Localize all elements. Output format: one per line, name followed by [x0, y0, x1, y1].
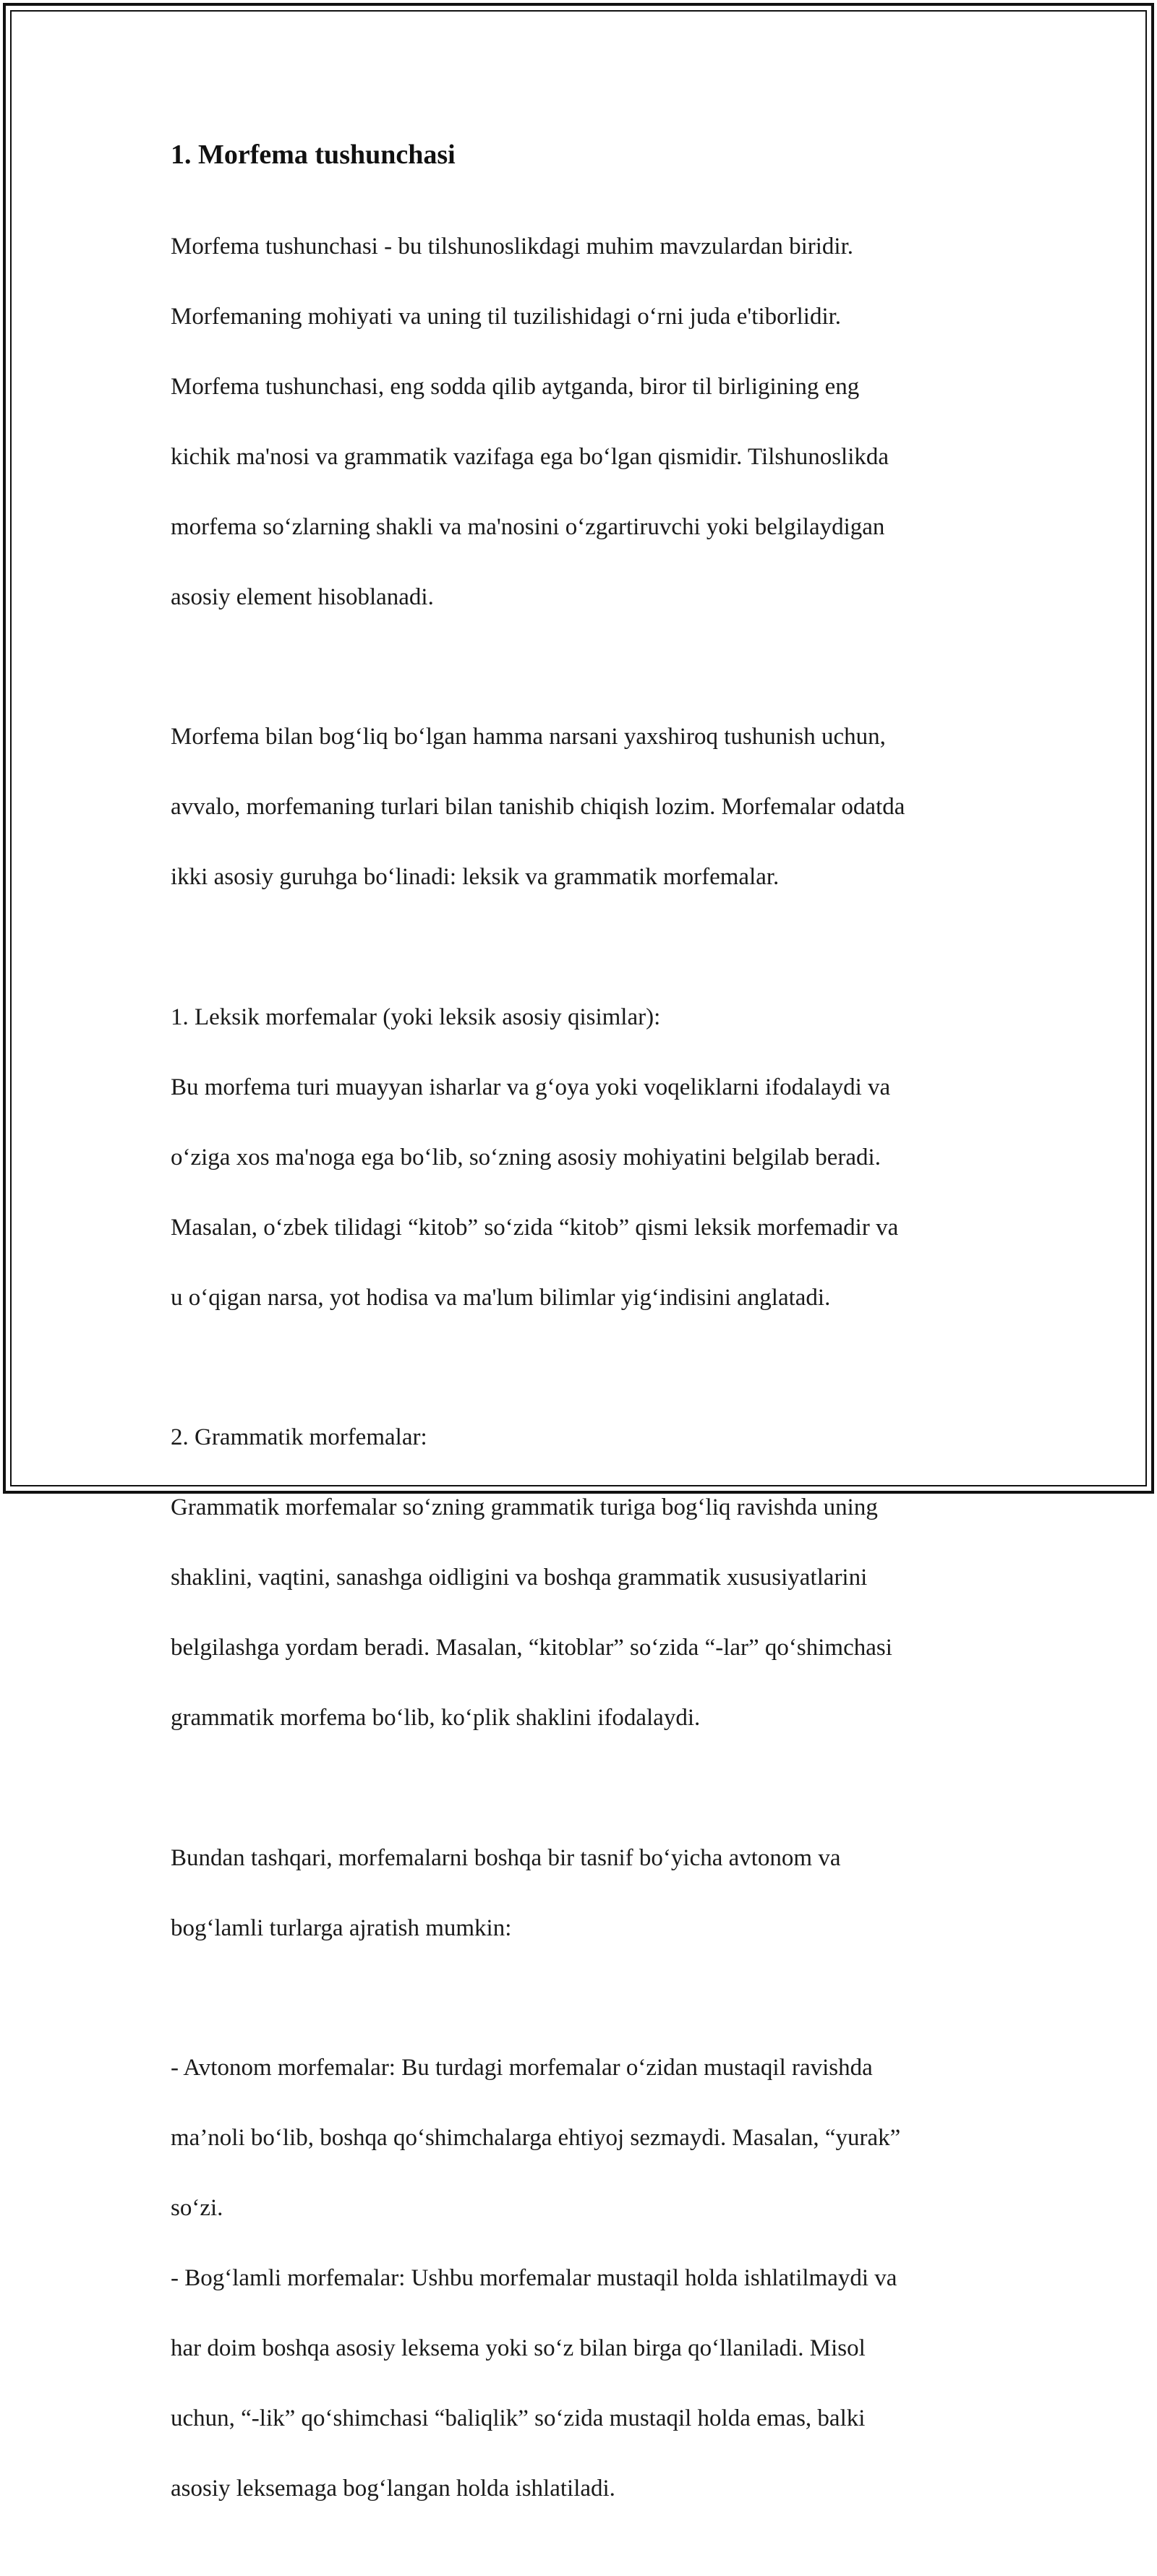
text-line: Bundan tashqari, morfemalarni boshqa bir tasnif bo‘yicha avtonom va [171, 1844, 841, 1871]
text-line: Morfemaning mohiyati va uning til tuzilishidagi o‘rni juda e'tiborlidir. [171, 303, 842, 330]
text-line: har doim boshqa asosiy leksema yoki so‘z bilan birga qo‘llaniladi. Misol [171, 2335, 866, 2361]
text-line: Morfema bilan bog‘liq bo‘lgan hamma narsani yaxshiroq tushunish uchun, [171, 724, 886, 750]
text-line: morfema so‘zlarning shakli va ma'nosini o‘zgartiruvchi yoki belgilaydigan [171, 513, 885, 540]
text-line: bog‘lamli turlarga ajratish mumkin: [171, 1914, 512, 1941]
text-line: Morfema tushunchasi - bu tilshunoslikdagi muhim mavzulardan biridir. [171, 233, 854, 260]
text-line: asosiy element hisoblanadi. [171, 583, 434, 610]
paragraph-classification [171, 1805, 995, 1981]
paragraph-autonomous-bound [171, 2016, 995, 2542]
text-line: o‘ziga xos ma'noga ega bo‘lib, so‘zning asosiy mohiyatini belgilab beradi. [171, 1144, 881, 1171]
text-line: avvalo, morfemaning turlari bilan tanishib chiqish lozim. Morfemalar odatda [171, 794, 905, 820]
document-body [171, 136, 995, 2576]
paragraph-lexical-morphemes [171, 964, 995, 1351]
text-line: kichik ma'nosi va grammatik vazifaga ega bo‘lgan qismidir. Tilshunoslikda [171, 443, 889, 470]
text-line: - Avtonom morfemalar: Bu turdagi morfemalar o‘zidan mustaqil ravishda [171, 2055, 873, 2081]
paragraph-intro [171, 194, 995, 650]
text-line: 2. Grammatik morfemalar: [171, 1424, 427, 1450]
text-line: so‘zi. [171, 2195, 223, 2221]
text-line: u o‘qigan narsa, yot hodisa va ma'lum bilimlar yig‘indisini anglatadi. [171, 1284, 831, 1311]
text-line: ma’noli bo‘lib, boshqa qo‘shimchalarga ehtiyoj sezmaydi. Masalan, “yurak” [171, 2125, 901, 2151]
text-line: - Bog‘lamli morfemalar: Ushbu morfemalar mustaqil holda ishlatilmaydi va [171, 2265, 897, 2291]
text-line: 1. Leksik morfemalar (yoki leksik asosiy qisimlar): [171, 1004, 661, 1030]
text-line: ikki asosiy guruhga bo‘linadi: leksik va grammatik morfemalar. [171, 864, 780, 890]
section-heading: 1. Morfema tushunchasi [171, 140, 456, 170]
text-line: asosiy leksemaga bog‘langan holda ishlatiladi. [171, 2476, 615, 2502]
text-line: Grammatik morfemalar so‘zning grammatik turiga bog‘liq ravishda uning [171, 1494, 878, 1520]
text-line: grammatik morfema bo‘lib, ko‘plik shaklini ifodalaydi. [171, 1705, 701, 1731]
text-line: uchun, “-lik” qo‘shimchasi “baliqlik” so‘zida mustaqil holda emas, balki [171, 2405, 866, 2431]
paragraph-grammatical-morphemes [171, 1385, 995, 1771]
text-line: Bu morfema turi muayyan isharlar va g‘oya yoki voqeliklarni ifodalaydi va [171, 1074, 891, 1100]
text-line: shaklini, vaqtini, sanashga oidligini va boshqa grammatik xususiyatlarini [171, 1565, 868, 1591]
paragraph-types-overview [171, 685, 995, 930]
text-line: Masalan, o‘zbek tilidagi “kitob” so‘zida “kitob” qismi leksik morfemadir va [171, 1214, 899, 1241]
text-line: Morfema tushunchasi, eng sodda qilib aytganda, biror til birligining eng [171, 373, 860, 400]
text-line: belgilashga yordam beradi. Masalan, “kitoblar” so‘zida “-lar” qo‘shimchasi [171, 1635, 892, 1661]
